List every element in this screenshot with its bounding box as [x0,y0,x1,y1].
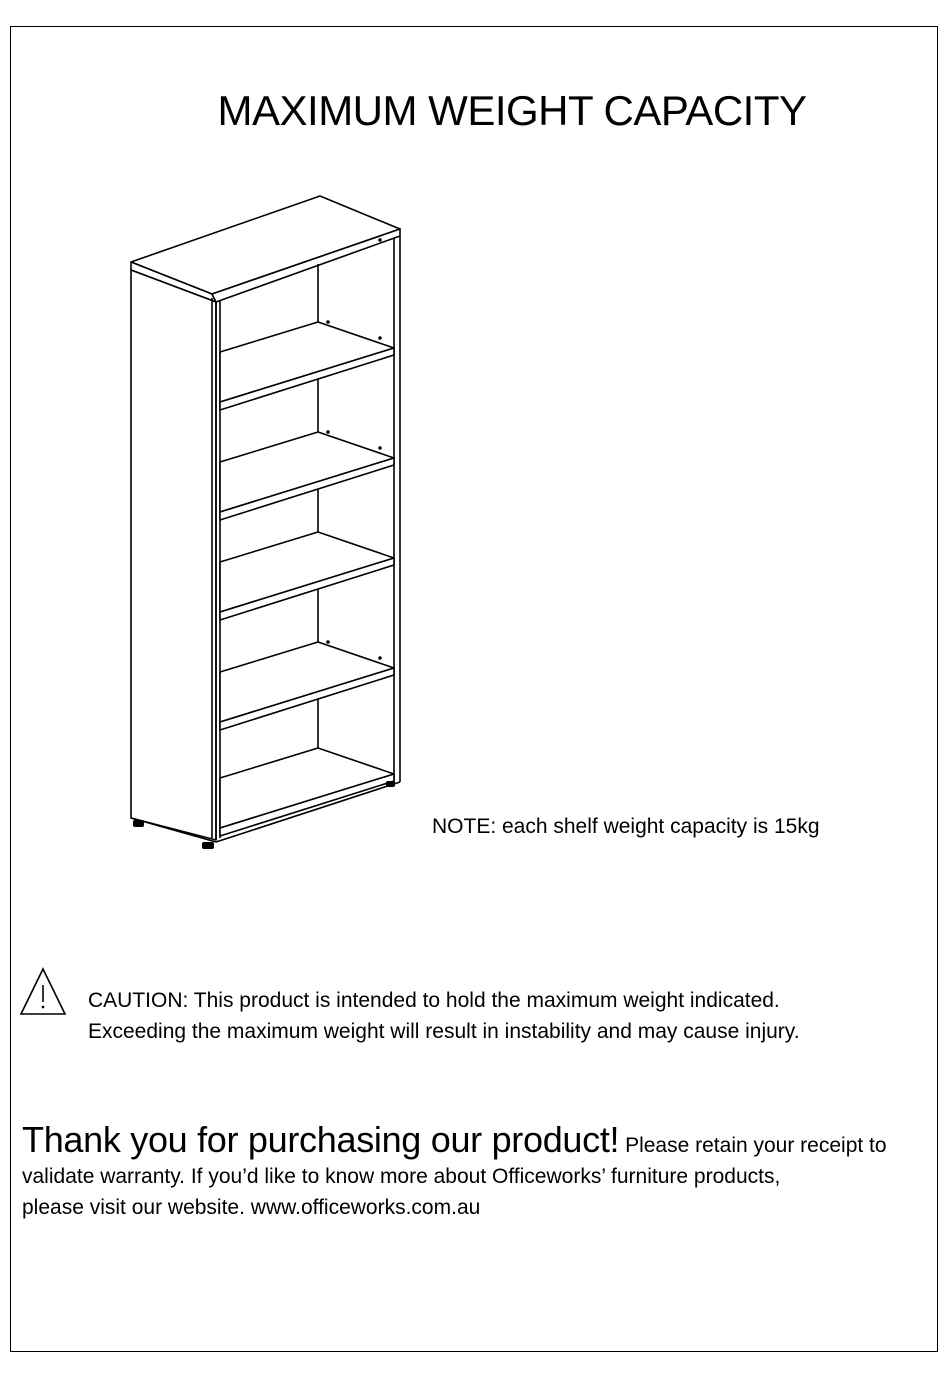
closing-message [22,1119,922,1223]
closing-line-1 [22,1119,922,1161]
page-title: MAXIMUM WEIGHT CAPACITY [217,87,807,134]
closing-line-2: validate warranty. If you’d like to know more about Officeworks’ furniture products, [22,1165,781,1188]
closing-line-1-rest: Please retain your receipt to [619,1134,887,1157]
caution-line-2: Exceeding the maximum weight will result in instability and may cause injury. [88,1020,800,1043]
shelf-capacity-note: NOTE: each shelf weight capacity is 15kg [432,815,820,838]
closing-line-3: please visit our website. www.officeworks.com.au [22,1196,481,1219]
caution-line-1: CAUTION: This product is intended to hold the maximum weight indicated. [88,989,780,1012]
thank-you-headline: Thank you for purchasing our product! [22,1119,620,1160]
bookcase-illustration [120,188,420,858]
warning-triangle-icon [18,966,68,1018]
caution-text [88,985,800,1047]
